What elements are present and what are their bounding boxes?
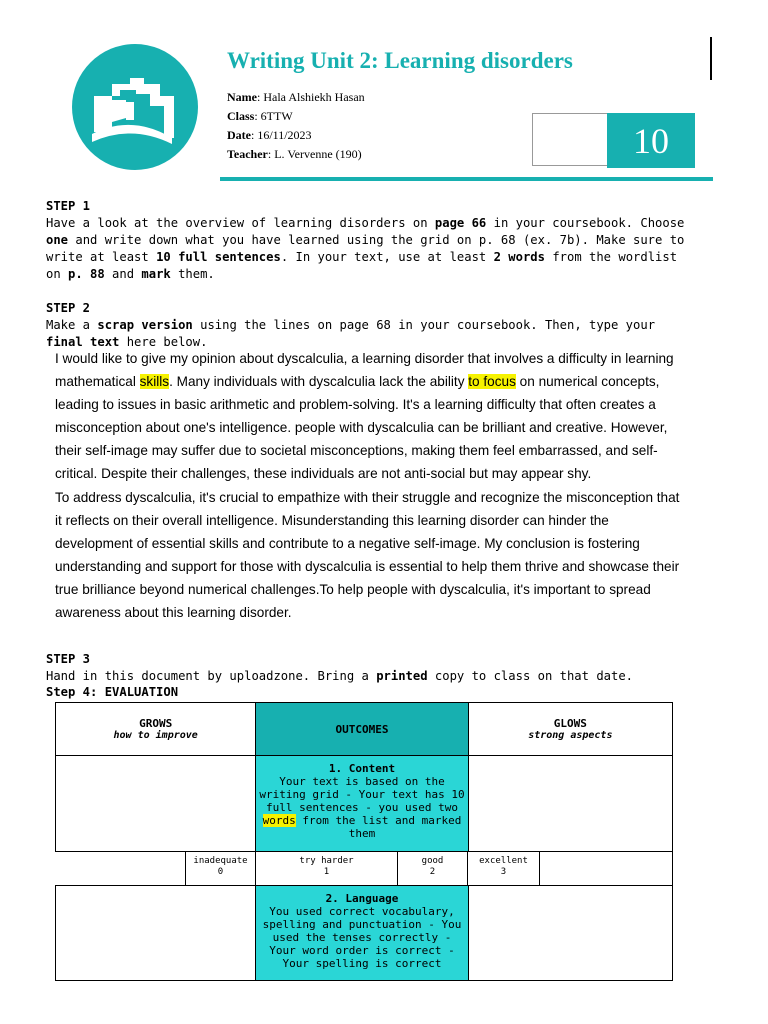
scale-label: good: [421, 856, 444, 866]
language-row: [56, 886, 673, 981]
scale-label: excellent: [479, 856, 528, 866]
class-value: : 6TTW: [254, 109, 293, 123]
name-value: : Hala Alshiekh Hasan: [257, 90, 365, 104]
step-4-heading-wrap: [46, 684, 178, 701]
step-1-bold: page 66: [434, 216, 487, 230]
page-title: Writing Unit 2: Learning disorders: [227, 48, 573, 73]
step-3: [46, 651, 686, 685]
step-1-heading: STEP 1: [46, 199, 91, 213]
grows-title: GROWS: [139, 717, 173, 730]
score-value: 10: [607, 113, 695, 168]
student-info: [227, 88, 365, 164]
essay-text: I would like to give my opinion about dyscalculia, a learning disorder that involves a difficulty in learning mathematical: [55, 351, 674, 390]
scale-value: 1: [323, 867, 330, 877]
step-1-text: . In your text, use at least: [280, 250, 494, 264]
step-2-text: Make a: [46, 318, 98, 332]
essay-text: on numerical concepts, leading to issues in basic arithmetic and problem-solving. It's a learning difficulty that often creates a misconception about one's intelligence. people with dyscalculia can be brilliant and creative. However, their self-image may suffer due to societal misconceptions, making them feel embarrassed, and self-critical. Despite their challenges, these individuals are not anti-social but may appear shy.: [55, 374, 668, 482]
step-2-bold: scrap version: [97, 318, 193, 332]
language-text: You used correct vocabulary, spelling and punctuation - You used the tenses correctly - Your word order is correct - Your spelling is correct: [262, 905, 462, 970]
date-row: [227, 126, 365, 145]
step-4-heading: Step 4: EVALUATION: [46, 685, 179, 699]
step-1-bold: 2 words: [493, 250, 545, 264]
content-text: Your text is based on the writing grid - Your text has 10 full sentences - you used two: [259, 775, 465, 814]
essay-paragraph-2: To address dyscalculia, it's crucial to empathize with their struggle and recognize the misconception that it reflects on their overall intelligence. Misunderstanding this learning disorder can hinder the development of essential skills and contribute to a negative self-image. My conclusion is fostering understanding and support for those with dyscalculia is essential to help them thrive and showcase their true brilliance beyond numerical challenges.To help people with dyscalculia, it's important to spread awareness about this learning disorder.: [55, 489, 680, 621]
highlighted-word: words: [262, 814, 296, 827]
grows-header: [56, 703, 256, 756]
step-3-text: copy to class on that date.: [427, 669, 634, 683]
step-2-heading: STEP 2: [46, 301, 91, 315]
scale-value: 0: [217, 867, 224, 877]
step-1-bold: mark: [141, 267, 171, 281]
name-row: [227, 88, 365, 107]
scale-row: [55, 851, 673, 886]
teacher-label: Teacher: [227, 147, 268, 161]
essay-text-area[interactable]: [55, 347, 685, 624]
table-header-row: [56, 703, 673, 756]
school-logo: [72, 44, 198, 170]
step-1-text: and write down what you have learned using the grid on p. 68 (ex. 7b). Make sure to write at least: [46, 233, 685, 264]
teacher-row: [227, 145, 365, 164]
language-outcome-cell: [256, 886, 468, 981]
step-1-bold: 10 full sentences: [156, 250, 281, 264]
step-3-heading: STEP 3: [46, 652, 91, 666]
glows-title: GLOWS: [553, 717, 587, 730]
scale-try-harder[interactable]: [255, 851, 398, 886]
step-1-text: from the wordlist on: [46, 250, 678, 281]
essay-paragraph-1: [55, 347, 685, 486]
building-logo-icon: [72, 44, 198, 170]
date-label: Date: [227, 128, 251, 142]
scale-good[interactable]: [397, 851, 468, 886]
language-table: [55, 885, 673, 981]
name-label: Name: [227, 90, 257, 104]
content-glows-cell[interactable]: [468, 756, 672, 852]
step-1-bold: one: [46, 233, 69, 247]
language-glows-cell[interactable]: [468, 886, 672, 981]
essay-text: . Many individuals with dyscalculia lack the ability: [169, 374, 469, 390]
grows-subtitle: how to improve: [113, 730, 198, 741]
scale-label: try harder: [299, 856, 354, 866]
highlighted-word: skills: [139, 374, 170, 390]
outcomes-title: OUTCOMES: [335, 722, 389, 736]
teacher-value: : L. Vervenne (190): [267, 147, 362, 161]
step-1-text: Have a look at the overview of learning disorders on: [46, 216, 435, 230]
step-1-text: them.: [170, 267, 215, 281]
step-2-bold: final text: [46, 335, 120, 349]
outcomes-header: [256, 703, 468, 756]
evaluation-table: [55, 702, 673, 852]
step-1-text: and: [104, 267, 142, 281]
content-grows-cell[interactable]: [56, 756, 256, 852]
language-title: 2. Language: [325, 892, 399, 905]
glows-subtitle: strong aspects: [528, 730, 613, 741]
step-1-bold: p. 88: [68, 267, 105, 281]
scale-excellent[interactable]: [467, 851, 540, 886]
content-outcome-cell: [256, 756, 468, 852]
glows-header: [468, 703, 672, 756]
text-cursor-bar: [710, 37, 712, 80]
step-1-text: in your coursebook. Choose: [486, 216, 685, 230]
step-2: [46, 300, 686, 351]
content-text: from the list and marked them: [295, 814, 462, 840]
class-row: [227, 107, 365, 126]
highlighted-word: to focus: [468, 374, 516, 390]
scale-label: inadequate: [193, 856, 248, 866]
language-grows-cell[interactable]: [56, 886, 256, 981]
header-divider: [220, 177, 713, 181]
step-1: [46, 198, 686, 283]
scale-inadequate[interactable]: [185, 851, 256, 886]
step-2-text: using the lines on page 68 in your coursebook. Then, type your: [192, 318, 656, 332]
step-3-bold: printed: [376, 669, 428, 683]
class-label: Class: [227, 109, 255, 123]
scale-value: 3: [500, 867, 507, 877]
step-2-text: here below.: [119, 335, 208, 349]
score-input-box[interactable]: [532, 113, 608, 166]
step-3-text: Hand in this document by uploadzone. Bring a: [46, 669, 377, 683]
scale-filler: [539, 851, 673, 886]
date-value: : 16/11/2023: [251, 128, 312, 142]
content-row: [56, 756, 673, 852]
scale-value: 2: [429, 867, 436, 877]
content-title: 1. Content: [328, 762, 396, 775]
